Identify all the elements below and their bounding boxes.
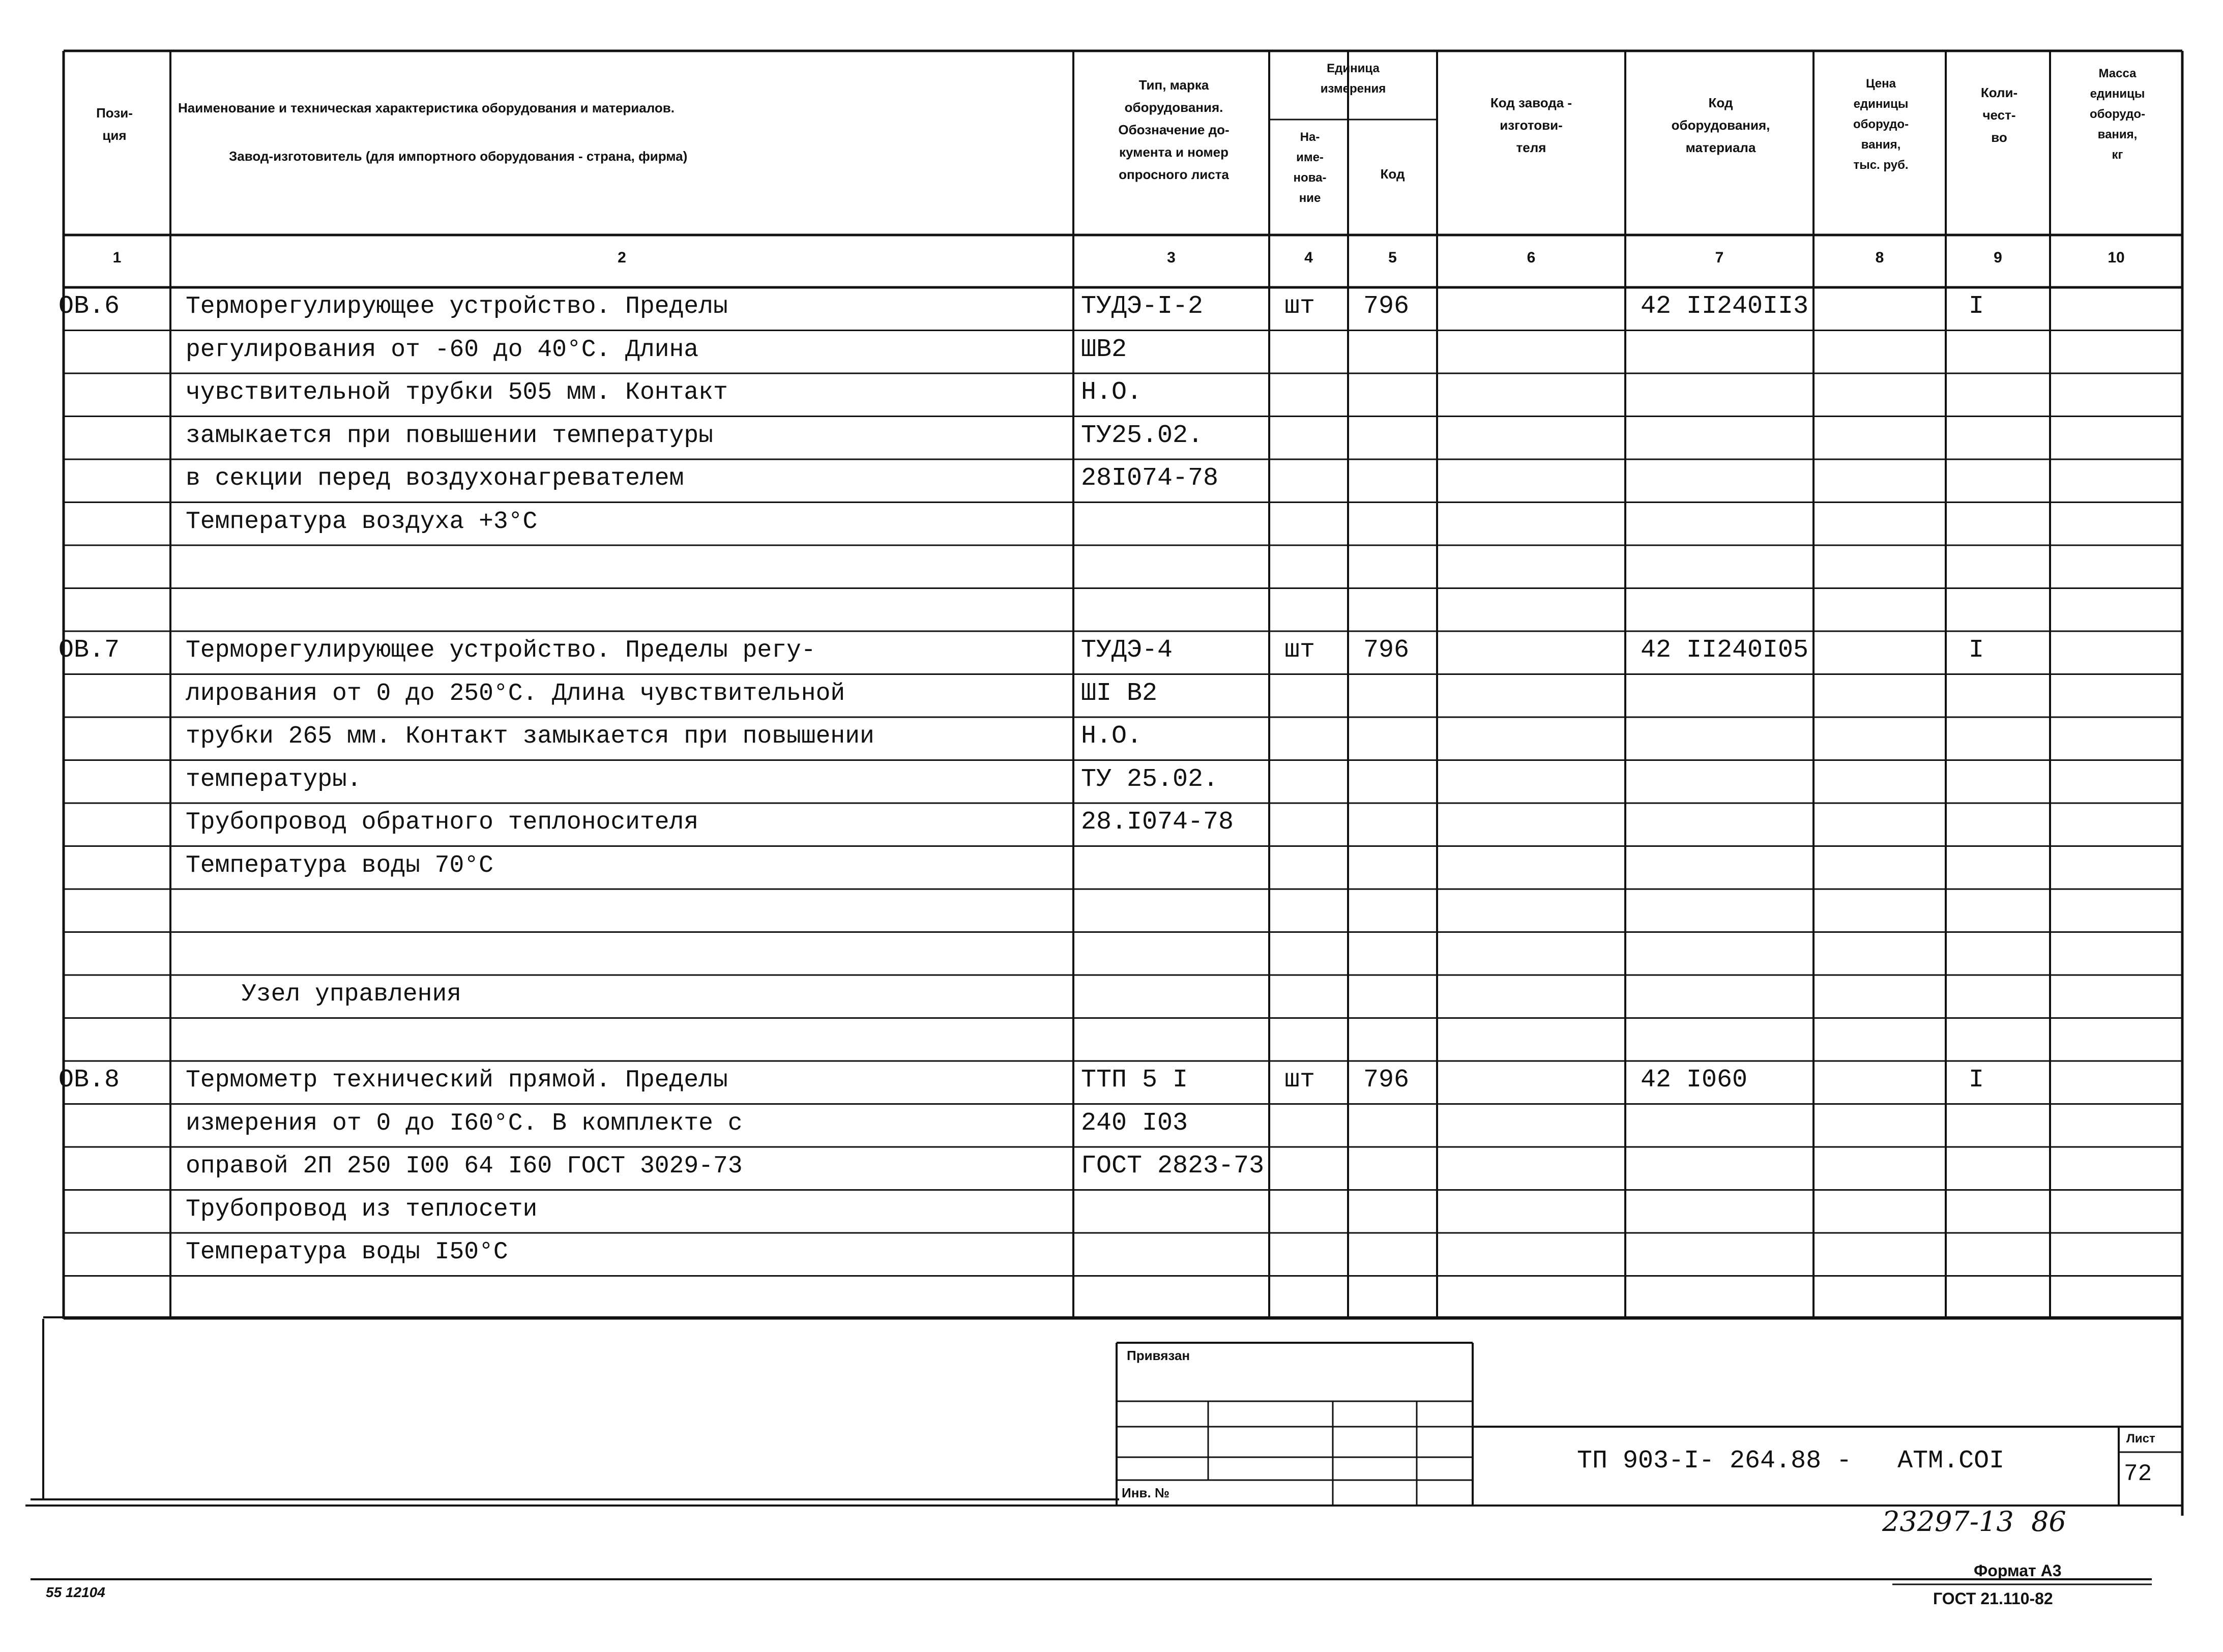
unit-name-cell: шт (1284, 1066, 1315, 1095)
name-cell: замыкается при повышении температуры (186, 422, 713, 450)
name-cell: Терморегулирующее устройство. Пределы регу- (186, 637, 816, 664)
type-cell: 28I074-78 (1081, 464, 1219, 493)
header-unit-name: На- име- нова- ние (1293, 130, 1327, 205)
position-cell: ОВ.8 (58, 1066, 120, 1095)
header-manufacturer-code: Код завода - изготови- теля (1490, 95, 1572, 155)
quantity-cell: I (1969, 636, 1984, 665)
name-cell: Температура воздуха +3°С (186, 508, 538, 536)
quantity-cell: I (1969, 292, 1984, 321)
name-cell: в секции перед воздухонагревателем (186, 465, 684, 492)
name-cell: Терморегулирующее устройство. Пределы (186, 293, 728, 320)
unit-code-cell: 796 (1363, 1066, 1410, 1095)
column-number: 5 (1388, 249, 1397, 266)
column-number: 4 (1304, 249, 1313, 266)
name-cell: Узел управления (242, 981, 462, 1008)
name-cell: лирования от 0 до 250°С. Длина чувствительной (186, 680, 845, 707)
quantity-cell: I (1969, 1066, 1984, 1095)
name-cell: Температура воды 70°С (186, 851, 493, 879)
type-cell: ТУ 25.02. (1081, 764, 1219, 794)
column-number: 9 (1994, 249, 2002, 266)
unit-name-cell: шт (1284, 292, 1315, 321)
handwritten-number: 23297-13 86 (1882, 1506, 2066, 1538)
unit-code-cell: 796 (1363, 292, 1410, 321)
equipment-code-cell: 42 II240I05 (1641, 636, 1809, 665)
stamp-inv-no: Инв. № (1122, 1485, 1169, 1500)
name-cell: регулирования от -60 до 40°С. Длина (186, 336, 699, 364)
name-cell: Температура воды I50°С (186, 1238, 508, 1266)
type-cell: Н.О. (1081, 378, 1143, 407)
name-cell: измерения от 0 до I60°С. В комплекте с (186, 1109, 743, 1137)
gost-label: ГОСТ 21.110-82 (1933, 1589, 2053, 1608)
type-cell: Н.О. (1081, 722, 1143, 751)
position-cell: ОВ.6 (58, 292, 120, 321)
column-number: 6 (1527, 249, 1536, 266)
format-label: Формат А3 (1974, 1561, 2062, 1580)
name-cell: температуры. (186, 765, 362, 793)
type-cell: ТУ25.02. (1081, 421, 1204, 450)
name-cell: чувствительной трубки 505 мм. Контакт (186, 379, 728, 406)
type-cell: ТТП 5 I (1081, 1066, 1188, 1095)
type-cell: ШВ2 (1081, 335, 1127, 364)
header-name-line2: Завод-изготовитель (для импортного оборудования - страна, фирма) (229, 149, 688, 164)
column-number: 8 (1875, 249, 1884, 266)
column-number: 1 (112, 249, 122, 266)
type-cell: ТУДЭ-I-2 (1081, 292, 1204, 321)
sheet-label: Лист (2126, 1432, 2155, 1446)
document-code: ТП 903-I- 264.88 - АТМ.СОI (1577, 1447, 2005, 1476)
position-cell: ОВ.7 (58, 636, 120, 665)
column-number: 3 (1167, 249, 1176, 266)
column-number: 7 (1715, 249, 1724, 266)
type-cell: 28.I074-78 (1081, 808, 1234, 837)
column-number: 2 (618, 249, 626, 266)
type-cell: 240 I03 (1081, 1108, 1188, 1138)
name-cell: Трубопровод из теплосети (186, 1195, 538, 1223)
name-cell: трубки 265 мм. Контакт замыкается при повышении (186, 723, 874, 750)
unit-code-cell: 796 (1363, 636, 1410, 665)
type-cell: ТУДЭ-4 (1081, 636, 1173, 665)
header-type: Тип, марка оборудования. Обозначение до- кумента и номер опросного листа (1118, 77, 1230, 182)
header-position: Пози- ция (96, 105, 133, 143)
name-cell: оправой 2П 250 I00 64 I60 ГОСТ 3029-73 (186, 1153, 743, 1180)
stamp-privyazan: Привязан (1127, 1348, 1190, 1363)
header-mass: Масса единицы оборудо- вания, кг (2089, 67, 2146, 162)
column-number: 10 (2108, 249, 2125, 266)
header-unit-group: Единица измерения (1320, 62, 1386, 96)
sheet-number: 72 (2124, 1461, 2152, 1487)
header-quantity: Коли- чест- во (1980, 85, 2018, 145)
print-code: 55 12104 (46, 1584, 105, 1600)
name-cell: Термометр технический прямой. Пределы (186, 1067, 728, 1094)
type-cell: ШI В2 (1081, 678, 1158, 708)
name-cell: Трубопровод обратного теплоносителя (186, 809, 699, 836)
header-name-line1: Наименование и техническая характеристика оборудования и материалов. (178, 100, 675, 115)
type-cell: ГОСТ 2823-73 (1081, 1152, 1265, 1181)
equipment-code-cell: 42 II240II3 (1641, 292, 1809, 321)
equipment-code-cell: 42 I060 (1641, 1066, 1748, 1095)
header-equipment-code: Код оборудования, материала (1671, 95, 1770, 155)
header-price: Цена единицы оборудо- вания, тыс. руб. (1853, 77, 1909, 172)
header-unit-code: Код (1380, 166, 1405, 182)
unit-name-cell: шт (1284, 636, 1315, 665)
